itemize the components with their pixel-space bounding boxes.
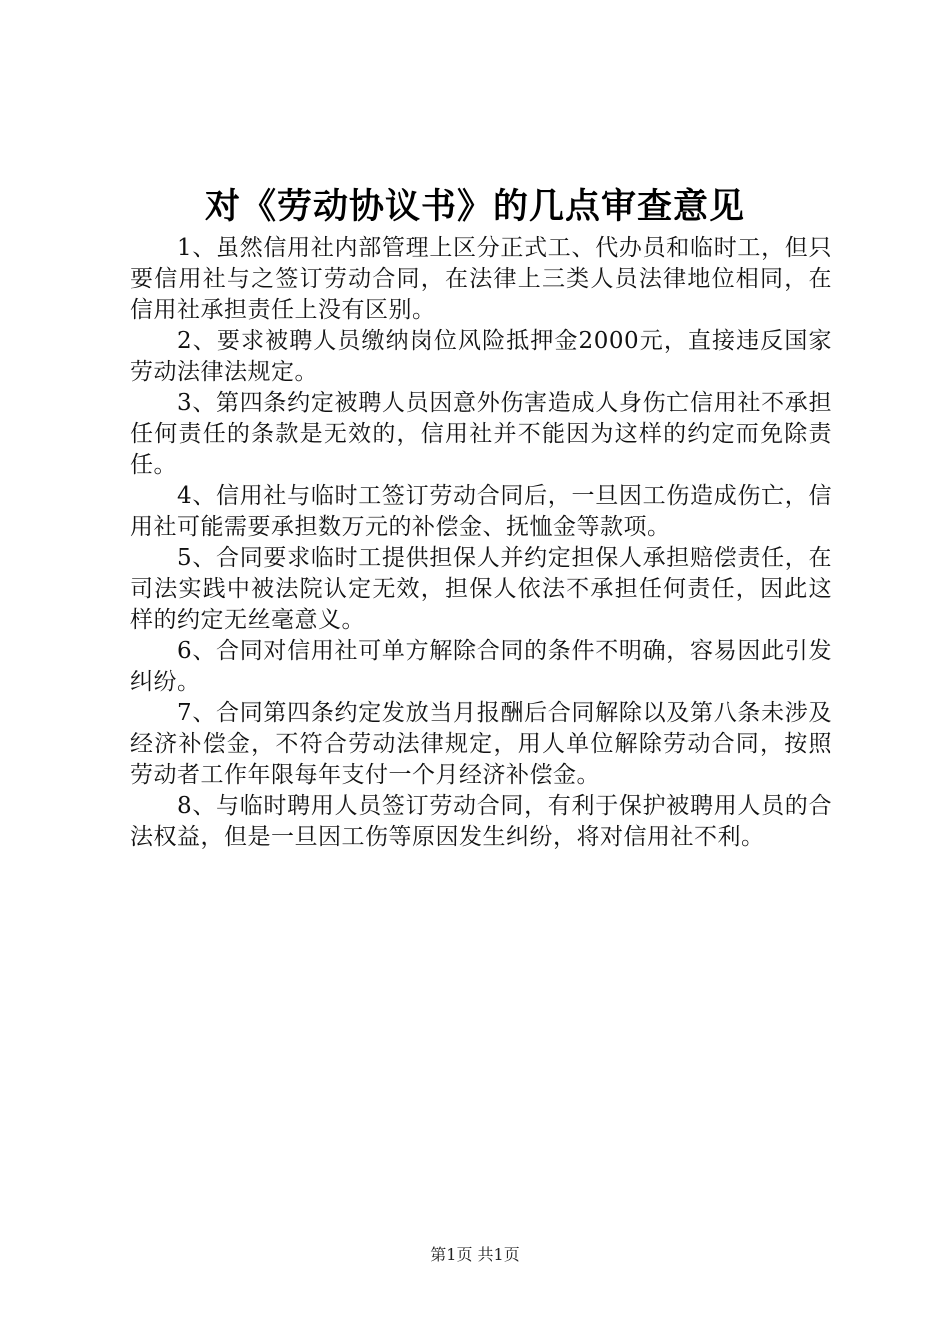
paragraph-4: 4、信用社与临时工签订劳动合同后，一旦因工伤造成伤亡，信用社可能需要承担数万元的补偿金、抚恤金等款项。 bbox=[130, 483, 832, 540]
page-footer: 第1页 共1页 bbox=[430, 1245, 520, 1264]
document-title: 对《劳动协议书》的几点审查意见 bbox=[204, 186, 745, 227]
paragraph-8: 8、与临时聘用人员签订劳动合同，有利于保护被聘用人员的合法权益，但是一旦因工伤等原因发生纠纷，将对信用社不利。 bbox=[130, 793, 832, 850]
paragraph-3: 3、第四条约定被聘人员因意外伤害造成人身伤亡信用社不承担任何责任的条款是无效的，信用社并不能因为这样的约定而免除责任。 bbox=[130, 390, 832, 478]
paragraph-6: 6、合同对信用社可单方解除合同的条件不明确，容易因此引发纠纷。 bbox=[130, 638, 832, 695]
paragraph-2: 2、要求被聘人员缴纳岗位风险抵押金2000元，直接违反国家劳动法律法规定。 bbox=[130, 328, 832, 385]
paragraph-1: 1、虽然信用社内部管理上区分正式工、代办员和临时工，但只要信用社与之签订劳动合同，在法律上三类人员法律地位相同，在信用社承担责任上没有区别。 bbox=[130, 235, 832, 323]
paragraph-5: 5、合同要求临时工提供担保人并约定担保人承担赔偿责任，在司法实践中被法院认定无效，担保人依法不承担任何责任，因此这样的约定无丝毫意义。 bbox=[130, 545, 832, 633]
paragraph-7: 7、合同第四条约定发放当月报酬后合同解除以及第八条未涉及经济补偿金，不符合劳动法律规定，用人单位解除劳动合同，按照劳动者工作年限每年支付一个月经济补偿金。 bbox=[130, 700, 832, 788]
document-body bbox=[130, 233, 832, 853]
